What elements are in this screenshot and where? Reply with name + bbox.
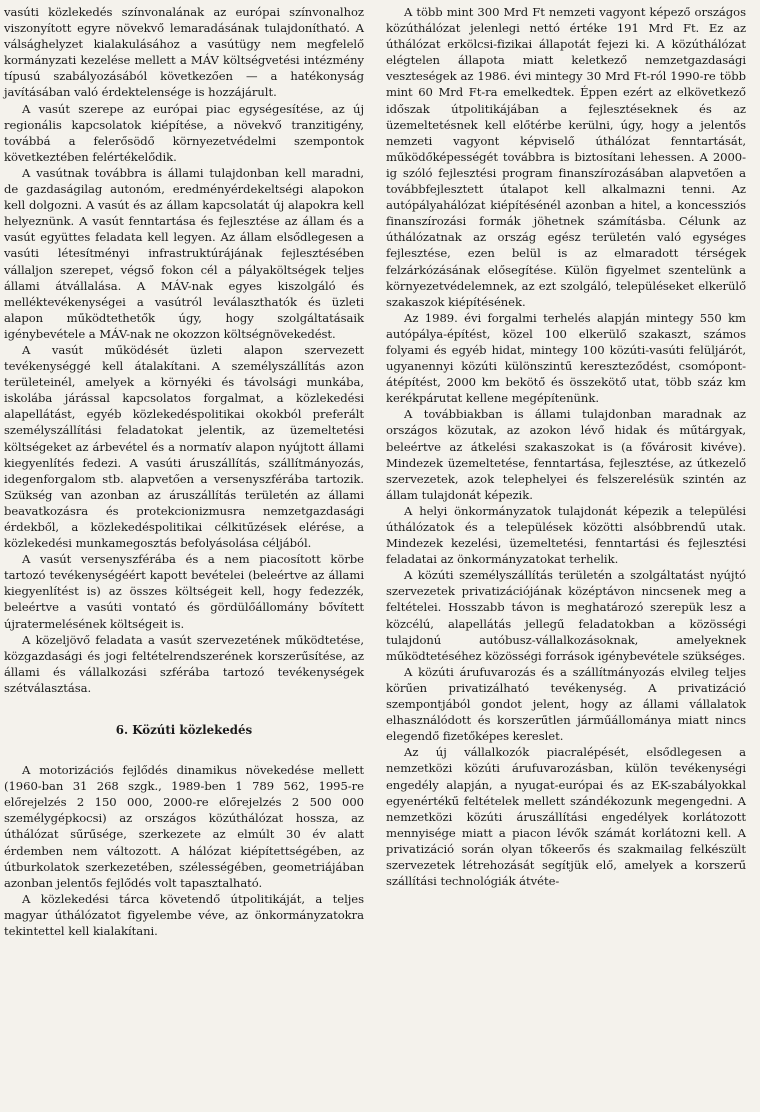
- paragraph: A vasút működését üzleti alapon szervezett tevékenységgé kell átalakítani. A személyszállítás azon területeinél, amelyek a környéki és távolsági munkába, iskolába járással kapcsolatos forgalmat, a közlekedési alapellátást, egyéb közlekedéspolitikai okokból preferált személyszállítási feladatokat jelentik, az üzemeltetési költségeket az árbevétel és a normatív alapon nyújtott állami kiegyenlítés fedezi. A vasúti áruszállítás, szállítmányozás, idegenforgalom stb. alapvetően a versenyszférába tartozik. Szükség van azonban az áruszállítás területén az állami beavatkozásra és protekcionizmusra nemzetgazdasági érdekből, a közlekedéspolitikai célkitűzések elérése, a közlekedési munkamegosztás befolyásolása céljából.: [4, 342, 364, 551]
- paragraph: A vasút versenyszférába és a nem piacosított körbe tartozó tevékenységéért kapott bevételei (beleértve az állami kiegyenlítést is) az összes költségeit kell, hogy fedezzék, beleértve a vasúti vontató és gördülőállomány bővített újratermelésének költségeit is.: [4, 552, 364, 631]
- left-column: [4, 4, 364, 1112]
- paragraph: Az új vállalkozók piacralépését, elsődlegesen a nemzetközi közúti árufuvarozásban, külön tevékenységi engedély alapján, a nyugat-európai és az EK-szabályokkal egyenértékű feltételek mellett szándékozunk megengedni. A nemzetközi közúti áruszállítási engedélyek korlátozott mennyisége miatt a piacon lévők számát korlátozni kell. A privatizáció során olyan tőkeerős és szakmailag felkészült szervezetek létrehozását segítjük elő, amelyek a korszerű szállítási technológiák átvéte-: [386, 745, 746, 889]
- paragraph: A helyi önkormányzatok tulajdonát képezik a települési úthálózatok és a települések közötti alsóbbrendű utak. Mindezek kezelési, üzemeltetési, fenntartási és fejlesztési feladatai az önkormányzatokat terhelik.: [386, 503, 746, 567]
- paragraph: A közúti árufuvarozás és a szállítmányozás elvileg teljes körűen privatizálható tevékenység. A privatizáció szempontjából gondot jelent, hogy az állami vállalatok elhasználódott és korszerűtlen járműállománya miatt nincs elegendő fizetőképes kereslet.: [386, 664, 746, 744]
- paragraph: vasúti közlekedés színvonalának az európai színvonalhoz viszonyított egyre növekvő lemaradásának tulajdonítható. A válsághelyzet kialakulásához a vasútügy nem megfelelő kormányzati kezelése mellett a MÁV költségvetési intézmény típusú szabályozásából következően — a hatékonyság javításában való érdektelensége is hozzájárult.: [4, 5, 364, 100]
- paragraph: A közúti személyszállítás területén a szolgáltatást nyújtó szervezetek privatizációjának középtávon nincsenek meg a feltételei. Hosszabb távon is meghatározó szerepük lesz a közcélú, alapellátás jellegű feladatokban a közösségi tulajdonú autóbusz-vállalkozásoknak, amelyeknek működtetéséhez közösségi források igénybevétele szükséges.: [386, 568, 746, 663]
- paragraph: A közlekedési tárca követendő útpolitikáját, a teljes magyar úthálózatot figyelembe véve, az önkormányzatokra tekintettel kell kialakítani.: [4, 891, 364, 938]
- paragraph: A közeljövő feladata a vasút szervezetének működtetése, közgazdasági és jogi feltételrendszerének korszerűsítése, az állami és vállalkozási szférába tartozó tevékenységek szétválasztása.: [4, 632, 364, 695]
- right-column: [386, 4, 746, 1112]
- paragraph: A több mint 300 Mrd Ft nemzeti vagyont képező országos közúthálózat jelenlegi nettó értéke 191 Mrd Ft. Ez az úthálózat erkölcsi-fizikai állapotát fejezi ki. A közúthálózat elégtelen állapota miatt keletkező nemzetgazdasági veszteségek az 1986. évi mintegy 30 Mrd Ft-ról 1990-re több mint 60 Mrd Ft-ra emelkedtek. Éppen ezért az elkövetkező időszak útpolitikájában a fejlesztéseknek és az üzemeltetésnek kell előtérbe kerülni, úgy, hogy a jelentős nemzeti vagyont képviselő úthálózat fenntartását, működőképességét továbbra is biztosítani lehessen. A 2000-ig szóló fejlesztési program finanszírozásában alapvetően a továbbfejlesztett útalapot kell alkalmazni tenni. Az autópályahálózat kiépítésénél azonban a hitel, a koncessziós finanszírozási formák jöhetnek számításba. Célunk az úthálózatnak az ország egész területén való egységes fejlesztése, ezen belül is az elmaradott térségek felzárkózásának elősegítése. Külön figyelmet szentelünk a környezetvédelemnek, az ezt szolgáló, településeket elkerülő szakaszok kiépítésének.: [386, 5, 746, 309]
- paragraph: A vasút szerepe az európai piac egységesítése, az új regionális kapcsolatok kiépítése, a növekvő tranzitigény, továbbá a felerősödő környezetvédelmi szempontok következtében felértékelődik.: [4, 101, 364, 164]
- paragraph: A motorizációs fejlődés dinamikus növekedése mellett (1960-ban 31 268 szgk., 1989-ben 1 789 562, 1995-re előrejelzés 2 150 000, 2000-re előrejelzés 2 500 000 személygépkocsi) az országos közúthálózat hossza, az úthálózat sűrűsége, szerkezete az elmúlt 30 év alatt érdemben nem változott. A hálózat kiépítettségében, az útburkolatok szerkezetében, szélességében, geometriájában azonban jelentős fejlődés volt tapasztalható.: [4, 763, 364, 890]
- paragraph: A vasútnak továbbra is állami tulajdonban kell maradni, de gazdaságilag autonóm, eredményérdekeltségi alapokon kell dolgozni. A vasút és az állam kapcsolatát új alapokra kell helyeznünk. A vasút fenntartása és fejlesztése az állam és a vasút együttes feladata kell legyen. Az állam elsődlegesen a vasúti létesítményi infrastruktúrájának fejlesztésében vállaljon szerepet, végső fokon cél a pályaköltségek teljes állami átvállalása. A MÁV-nak egyes kiszolgáló és melléktevékenységei a vasútról leválaszthatók és üzleti alapon működtethetők úgy, hogy szolgáltatásaik igénybevétele a MÁV-nak ne okozzon költségnövekedést.: [4, 165, 364, 341]
- paragraph: Az 1989. évi forgalmi terhelés alapján mintegy 550 km autópálya-építést, közel 100 elkerülő szakaszt, számos folyami és egyéb hidat, mintegy 100 közúti-vasúti felüljárót, ugyanennyi közúti különszintű kereszteződést, csomópont-átépítést, 2000 km bekötő és összekötő utat, több száz km kerékpárutat kellene megépítenünk.: [386, 310, 746, 406]
- paragraph: A továbbiakban is állami tulajdonban maradnak az országos közutak, az azokon lévő hidak és műtárgyak, beleértve az átkelési szakaszokat is (a fővárosit kivéve). Mindezek üzemeltetése, fenntartása, fejlesztése, az útkezelő szervezetek, azok telephelyei és felszerelésük szintén az állam tulajdonát képezik.: [386, 407, 746, 502]
- section-heading: 6. Közúti közlekedés: [115, 723, 253, 738]
